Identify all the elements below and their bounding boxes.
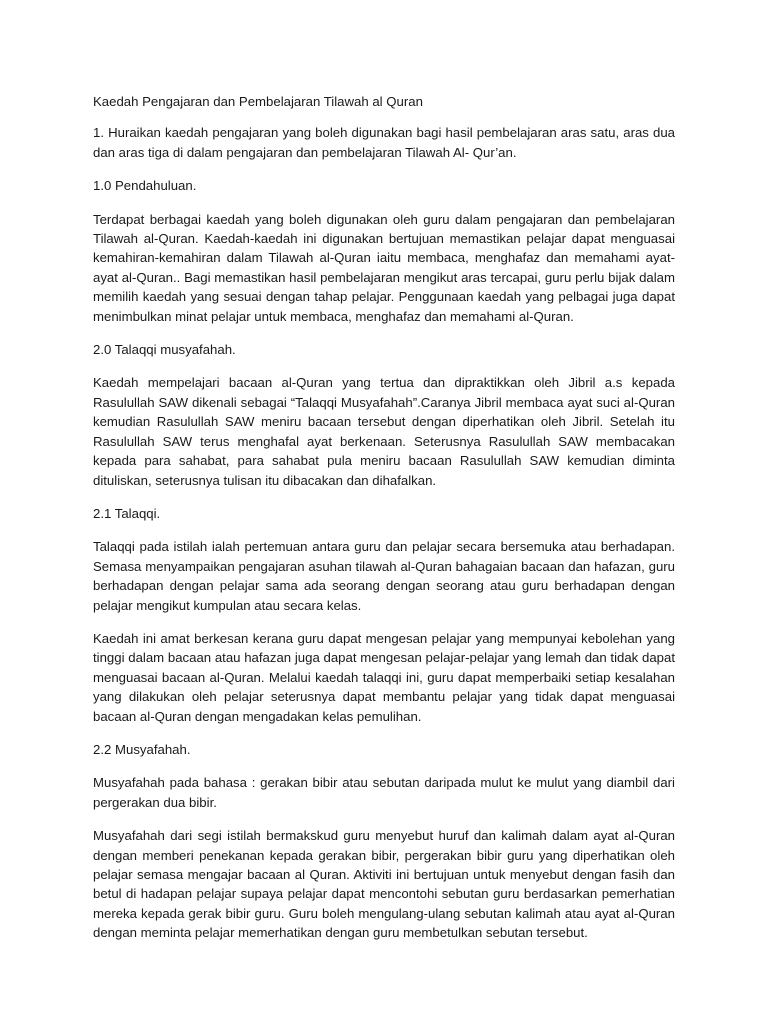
paragraph-talaqqi-2: Kaedah ini amat berkesan kerana guru dapat mengesan pelajar yang mempunyai kebolehan yang tinggi dalam bacaan atau hafazan juga dapat mengesan pelajar-pelajar yang lemah dan tidak dapat menguasai bacaan al-Quran. Melalui kaedah talaqqi ini, guru dapat memperbaiki setiap kesalahan yang dilakukan oleh pelajar seterusnya dapat membantu pelajar yang tidak dapat menguasai bacaan al-Quran dengan mengadakan kelas pemulihan. — [93, 630, 675, 724]
document-title: Kaedah Pengajaran dan Pembelajaran Tilawah al Quran — [93, 94, 423, 109]
section-heading-talaqqi: 2.1 Talaqqi. — [93, 505, 161, 521]
paragraph-musyafahah-2: Musyafahah dari segi istilah bermakskud guru menyebut huruf dan kalimah dalam ayat al-Quran dengan memberi penekanan kepada gerakan bibir, pergerakan bibir guru yang diperhatikan oleh pelajar semasa mengajar bacaan al Quran. Aktiviti ini bertujuan untuk menyebut dengan fasih dan betul di hadapan pelajar supaya pelajar dapat mencontohi sebutan guru berdasarkan pemerhatian mereka kepada gerak bibir guru. Guru boleh mengulang-ulang sebutan kalimah atau ayat al-Quran dengan meminta pelajar memerhatikan dengan guru membetulkan sebutan tersebut. — [93, 828, 675, 941]
paragraph-pendahuluan: Terdapat berbagai kaedah yang boleh digunakan oleh guru dalam pengajaran dan pembelajaran Tilawah al-Quran. Kaedah-kaedah ini digunakan bertujuan memastikan pelajar dapat menguasai kemahiran-kemahiran dalam Tilawah al-Quran iaitu membaca, menghafaz dan memahami ayat-ayat al-Quran.. Bagi memastikan hasil pembelajaran mengikut aras tercapai, guru perlu bijak dalam memilih kaedah yang sesuai dengan tahap pelajar. Penggunaan kaedah yang pelbagai juga dapat menimbulkan minat pelajar untuk membaca, menghafaz dan memahami al-Quran. — [93, 211, 675, 324]
section-heading-musyafahah: 2.2 Musyafahah. — [93, 741, 191, 757]
section-heading-pendahuluan: 1.0 Pendahuluan. — [93, 178, 197, 194]
paragraph-talaqqi-musyafahah: Kaedah mempelajari bacaan al-Quran yang tertua dan dipraktikkan oleh Jibril a.s kepada Rasulullah SAW dikenali sebagai “Talaqqi Musyafahah”.Caranya Jibril membaca ayat suci al-Quran kemudian Rasulullah SAW meniru bacaan tersebut dengan diperhatikan oleh Jibril. Setelah itu Rasulullah SAW terus menghafal ayat berkenaan. Seterusnya Rasulullah SAW membacakan kepada para sahabat, para sahabat pula meniru bacaan Rasulullah SAW kemudian diminta dituliskan, seterusnya tulisan itu dibacakan dan dihafalkan. — [93, 375, 675, 488]
paragraph-musyafahah-1: Musyafahah pada bahasa : gerakan bibir atau sebutan daripada mulut ke mulut yang diambil dari pergerakan dua bibir. — [93, 775, 675, 810]
paragraph-talaqqi-1: Talaqqi pada istilah ialah pertemuan antara guru dan pelajar secara bersemuka atau berhadapan. Semasa menyampaikan pengajaran asuhan tilawah al-Quran bahagaian bacaan dan hafazan, guru berhadapan dengan pelajar sama ada seorang dengan seorang atau guru berhadapan dengan pelajar mengikut kumpulan atau secara kelas. — [93, 539, 675, 613]
question-paragraph: 1. Huraikan kaedah pengajaran yang boleh digunakan bagi hasil pembelajaran aras satu, aras dua dan aras tiga di dalam pengajaran dan pembelajaran Tilawah Al- Qur’an. — [93, 125, 675, 160]
document-page — [93, 92, 675, 943]
section-heading-talaqqi-musyafahah: 2.0 Talaqqi musyafahah. — [93, 342, 236, 358]
